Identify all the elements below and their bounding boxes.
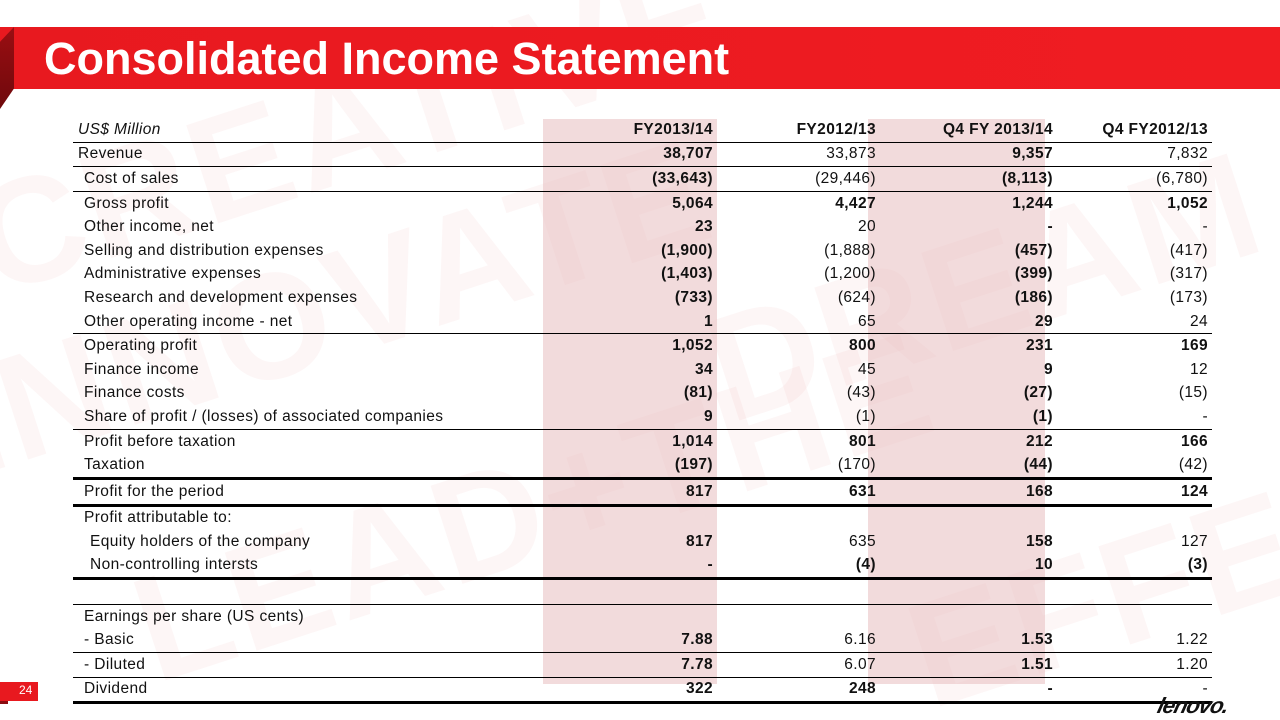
row-label: [73, 579, 543, 605]
row-label: - Diluted: [73, 653, 543, 678]
table-row: [73, 405, 1212, 429]
cell-value: 7.88: [543, 628, 717, 652]
cell-value: 38,707: [543, 142, 717, 167]
row-label: Equity holders of the company: [90, 532, 311, 550]
cell-value: 231: [1025, 337, 1053, 355]
cell-value: (1,900): [661, 241, 713, 259]
row-label: Taxation: [73, 453, 543, 478]
cell-value: [1057, 505, 1212, 530]
row-label: Share of profit / (losses) of associated companies: [73, 405, 543, 429]
cell-value: 9: [1043, 360, 1053, 378]
cell-value: 6.16: [717, 628, 880, 652]
income-statement-table: [73, 118, 1212, 704]
cell-value: 248: [717, 677, 880, 703]
cell-value: 322: [543, 677, 717, 703]
table-row: [73, 239, 1212, 263]
table-row-spacer: [73, 579, 1212, 605]
cell-value: 1: [543, 310, 717, 334]
cell-value: (15): [1178, 384, 1208, 402]
cell-value: (1): [880, 405, 1057, 429]
cell-value: [880, 579, 1057, 605]
table-row: [73, 286, 1212, 310]
cell-value: (44): [880, 453, 1057, 478]
cell-value: -: [1202, 218, 1208, 236]
cell-value: -: [543, 554, 717, 579]
row-label: Profit for the period: [73, 478, 543, 505]
cell-value: 29: [880, 310, 1057, 334]
row-label: Other operating income - net: [73, 310, 543, 334]
table-row: [73, 263, 1212, 287]
column-header: FY2013/14: [543, 118, 717, 142]
column-header: Q4 FY 2013/14: [880, 118, 1057, 142]
table-header-row: [73, 118, 1212, 142]
cell-value: (457): [1014, 241, 1053, 259]
cell-value: -: [1057, 677, 1212, 703]
table-row: [73, 358, 1212, 382]
cell-value: 33,873: [717, 142, 880, 167]
cell-value: (1,888): [824, 241, 876, 259]
cell-value: 631: [717, 478, 880, 505]
page-number: 24: [19, 683, 33, 697]
table-row: [73, 215, 1212, 239]
cell-value: -: [1047, 218, 1053, 236]
cell-value: [1057, 604, 1212, 628]
cell-value: 7,832: [1057, 142, 1212, 167]
table-row: [73, 478, 1212, 505]
cell-value: 212: [1025, 432, 1053, 450]
row-label: Profit before taxation: [84, 432, 236, 450]
cell-value: (29,446): [717, 167, 880, 192]
cell-value: (197): [543, 453, 717, 478]
slide-title: Consolidated Income Statement: [44, 33, 730, 84]
unit-label: US$ Million: [73, 118, 543, 142]
table-row: [73, 628, 1212, 652]
cell-value: 7.78: [543, 653, 717, 678]
row-label: - Basic: [73, 628, 543, 652]
table-row: [73, 453, 1212, 478]
column-header: Q4 FY2012/13: [1057, 118, 1212, 142]
row-label: Administrative expenses: [84, 265, 262, 283]
table-row: [73, 604, 1212, 628]
row-label: Selling and distribution expenses: [84, 241, 324, 259]
cell-value: (170): [717, 453, 880, 478]
cell-value: -: [880, 677, 1057, 703]
cell-value: 158: [1025, 532, 1053, 550]
row-label: Profit attributable to:: [84, 509, 232, 527]
row-label: Revenue: [73, 142, 543, 167]
cell-value: [717, 505, 880, 530]
cell-value: (8,113): [880, 167, 1057, 192]
cell-value: (1): [717, 405, 880, 429]
cell-value: -: [1057, 405, 1212, 429]
table-row: [73, 310, 1212, 334]
cell-value: 5,064: [672, 194, 713, 212]
table-row: [73, 429, 1212, 453]
cell-value: (186): [1014, 288, 1053, 306]
row-label: Non-controlling intersts: [73, 554, 543, 579]
cell-value: 800: [848, 337, 876, 355]
cell-value: 10: [880, 554, 1057, 579]
cell-value: 24: [1057, 310, 1212, 334]
cell-value: (3): [1057, 554, 1212, 579]
cell-value: 1.22: [1057, 628, 1212, 652]
cell-value: (4): [717, 554, 880, 579]
cell-value: 1,014: [672, 432, 713, 450]
cell-value: [543, 579, 717, 605]
table-row: [73, 191, 1212, 215]
cell-value: [543, 604, 717, 628]
cell-value: (1,200): [824, 265, 876, 283]
cell-value: 4,427: [835, 194, 876, 212]
cell-value: 635: [848, 532, 876, 550]
cell-value: 168: [880, 478, 1057, 505]
cell-value: 1.51: [880, 653, 1057, 678]
table-row: [73, 334, 1212, 358]
cell-value: (399): [1014, 265, 1053, 283]
cell-value: (33,643): [543, 167, 717, 192]
cell-value: 817: [685, 532, 713, 550]
cell-value: 1,244: [1012, 194, 1053, 212]
cell-value: 127: [1180, 532, 1208, 550]
cell-value: 124: [1057, 478, 1212, 505]
table-row: [73, 653, 1212, 678]
cell-value: 166: [1180, 432, 1208, 450]
cell-value: (733): [674, 288, 713, 306]
table-row: [73, 677, 1212, 703]
cell-value: 34: [694, 360, 713, 378]
row-label: Operating profit: [84, 337, 198, 355]
cell-value: (43): [846, 384, 876, 402]
cell-value: 1,052: [672, 337, 713, 355]
row-label: Cost of sales: [73, 167, 543, 192]
row-label: Finance costs: [84, 384, 185, 402]
table-row: [73, 505, 1212, 530]
cell-value: 169: [1180, 337, 1208, 355]
cell-value: (81): [683, 384, 713, 402]
table-row: [73, 554, 1212, 579]
cell-value: 9,357: [880, 142, 1057, 167]
cell-value: (42): [1057, 453, 1212, 478]
cell-value: 20: [857, 218, 876, 236]
table-row: [73, 142, 1212, 167]
table-row: [73, 382, 1212, 406]
cell-value: [717, 604, 880, 628]
cell-value: (173): [1169, 288, 1208, 306]
row-label: Earnings per share (US cents): [84, 607, 305, 625]
column-header: FY2012/13: [717, 118, 880, 142]
cell-value: 6.07: [717, 653, 880, 678]
cell-value: [1057, 579, 1212, 605]
cell-value: 65: [717, 310, 880, 334]
cell-value: 1.20: [1057, 653, 1212, 678]
cell-value: [880, 604, 1057, 628]
cell-value: (27): [1023, 384, 1053, 402]
row-label: Other income, net: [84, 218, 214, 236]
cell-value: (317): [1169, 265, 1208, 283]
table-row: [73, 530, 1212, 554]
table-row: [73, 167, 1212, 192]
cell-value: 23: [694, 218, 713, 236]
cell-value: 1.53: [880, 628, 1057, 652]
row-label: Dividend: [73, 677, 543, 703]
lenovo-logo: lenovo.: [1155, 693, 1232, 718]
cell-value: 45: [857, 360, 876, 378]
cell-value: 817: [543, 478, 717, 505]
cell-value: [543, 505, 717, 530]
cell-value: 12: [1189, 360, 1208, 378]
cell-value: (624): [837, 288, 876, 306]
cell-value: 1,052: [1167, 194, 1208, 212]
cell-value: (1,403): [661, 265, 713, 283]
row-label: Research and development expenses: [84, 288, 358, 306]
cell-value: [717, 579, 880, 605]
cell-value: 801: [848, 432, 876, 450]
cell-value: (6,780): [1057, 167, 1212, 192]
row-label: Gross profit: [84, 194, 169, 212]
cell-value: 9: [543, 405, 717, 429]
cell-value: [880, 505, 1057, 530]
cell-value: (417): [1169, 241, 1208, 259]
row-label: Finance income: [84, 360, 200, 378]
